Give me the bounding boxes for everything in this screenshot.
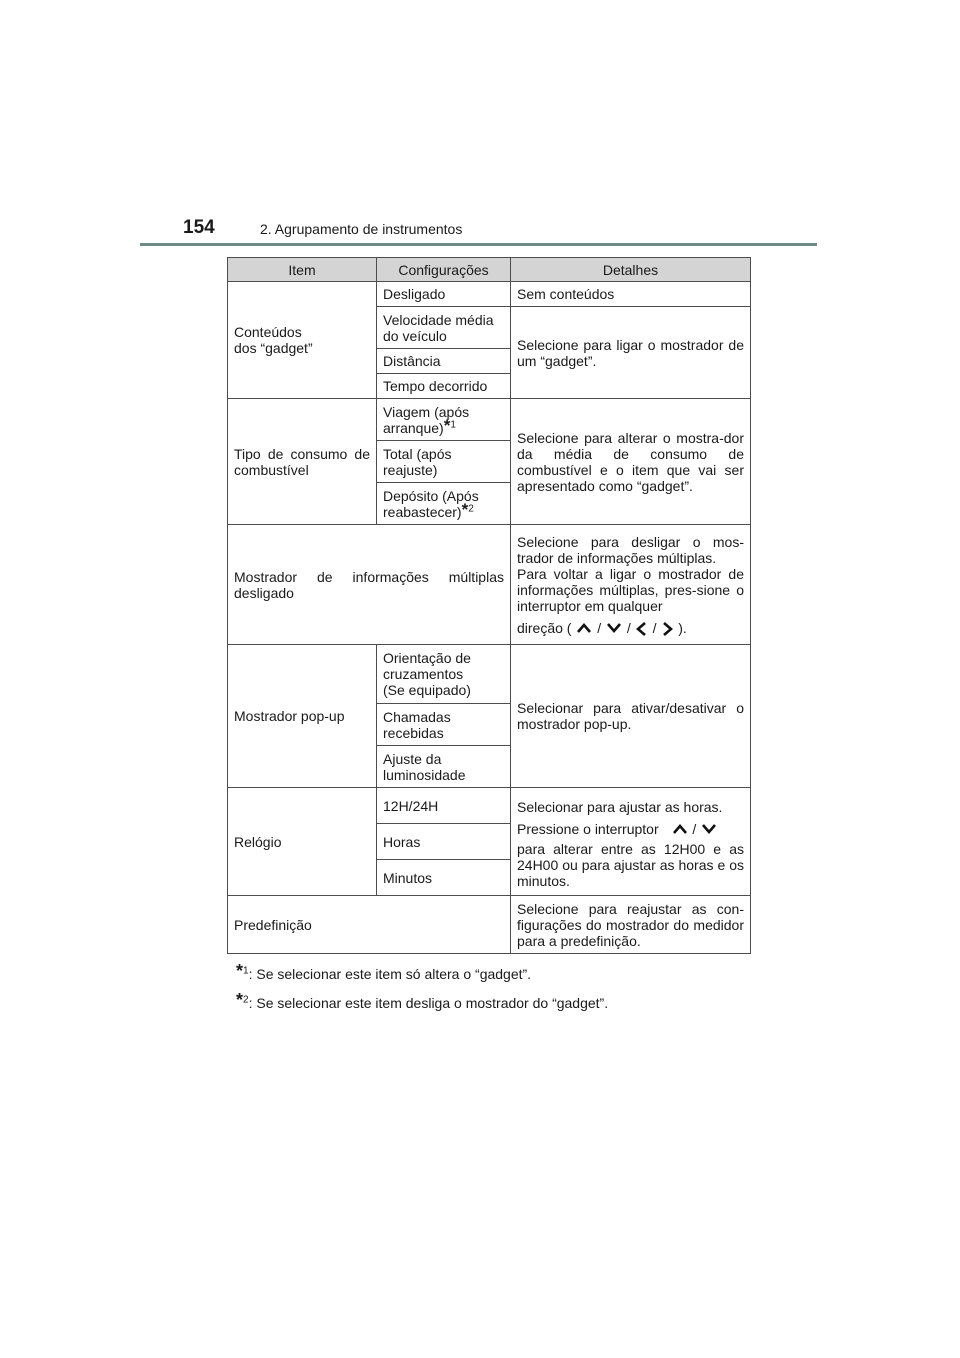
footnote-mark: 2 [243, 994, 249, 1006]
separator: / [626, 619, 631, 636]
footnote-text: : Se selecionar este item desliga o mostrador do “gadget”. [248, 995, 609, 1011]
footnote-mark-2: 2 [468, 502, 474, 514]
chevron-right-icon [660, 621, 674, 635]
footnote-text: : Se selecionar este item só altera o “gadget”. [248, 966, 532, 982]
config-chamadas: Chamadas recebidas [377, 704, 511, 746]
table-row [228, 896, 751, 954]
details-predefinicao: Selecione para reajustar as con-figurações do mostrador do medidor para a predefinição. [511, 896, 751, 954]
chevron-up-icon [575, 621, 593, 635]
footnote-mark: 1 [243, 965, 249, 977]
config-tempo-decorrido: Tempo decorrido [377, 374, 511, 399]
details-tipo-consumo: Selecione para alterar o mostra-dor da média de consumo de combustível e o item que vai ser apresentado como “gadget”. [511, 399, 751, 525]
config-horas: Horas [377, 824, 511, 860]
table-row [228, 788, 751, 824]
table-row [228, 282, 751, 307]
details-sem-conteudos: Sem conteúdos [511, 282, 751, 307]
column-header-item: Item [228, 258, 377, 282]
config-deposito [377, 483, 511, 525]
config-minutos: Minutos [377, 860, 511, 896]
direction-suffix: ). [678, 619, 687, 636]
config-viagem-label: Viagem (após arranque) [383, 403, 470, 436]
details-paragraph: Para voltar a ligar o mostrador de informações múltiplas, pres-sione o interruptor em qualquer [517, 565, 744, 614]
details-paragraph [517, 821, 744, 837]
config-12h-24h: 12H/24H [377, 788, 511, 824]
chevron-up-icon [671, 822, 689, 836]
details-paragraph: Selecione para desligar o mos-trador de informações múltiplas. [517, 533, 744, 566]
details-paragraph: Selecionar para ajustar as horas. [517, 798, 723, 815]
direction-line [517, 620, 744, 636]
footnote-mark-1: 1 [450, 418, 456, 430]
item-gadget: Conteúdos dos “gadget” [228, 282, 377, 399]
chevron-down-icon [700, 822, 718, 836]
details-relogio [511, 788, 751, 896]
table-header-row [228, 258, 751, 282]
separator: / [597, 619, 602, 636]
item-predefinicao: Predefinição [228, 896, 511, 954]
asterisk-icon: * [461, 499, 469, 519]
details-mostrador-desligado [511, 525, 751, 645]
asterisk-icon: * [236, 961, 244, 981]
column-header-configuracoes: Configurações [377, 258, 511, 282]
config-velocidade-media: Velocidade média do veículo [377, 307, 511, 349]
column-header-detalhes: Detalhes [511, 258, 751, 282]
separator: / [692, 820, 697, 837]
details-paragraph: para alterar entre as 12H00 e as 24H00 ou para ajustar as horas e os minutos. [517, 840, 744, 889]
config-desligado: Desligado [377, 282, 511, 307]
item-mostrador-popup: Mostrador pop-up [228, 645, 377, 788]
switch-prefix: Pressione o interruptor [517, 820, 659, 837]
table-row [228, 645, 751, 704]
details-gadget: Selecione para ligar o mostrador de um “gadget”. [511, 307, 751, 399]
config-distancia: Distância [377, 349, 511, 374]
details-popup: Selecionar para ativar/desativar o mostrador pop-up. [511, 645, 751, 788]
separator: / [652, 619, 657, 636]
config-viagem [377, 399, 511, 441]
footnote-1 [236, 961, 532, 982]
item-relogio: Relógio [228, 788, 377, 896]
chevron-down-icon [605, 621, 623, 635]
header-rule [140, 243, 817, 246]
asterisk-icon: * [443, 415, 451, 435]
config-luminosidade: Ajuste da luminosidade [377, 746, 511, 788]
config-orientacao: Orientação de cruzamentos (Se equipado) [377, 645, 511, 704]
config-deposito-label: Depósito (Após reabastecer) [383, 487, 479, 520]
item-mostrador-desligado: Mostrador de informações múltiplas desligado [228, 525, 511, 645]
footnote-2 [236, 990, 609, 1011]
table-row [228, 525, 751, 645]
item-tipo-consumo: Tipo de consumo de combustível [228, 399, 377, 525]
direction-prefix: direção ( [517, 619, 572, 636]
asterisk-icon: * [236, 990, 244, 1010]
page-number: 154 [183, 217, 215, 238]
settings-table [227, 257, 751, 954]
table-row [228, 399, 751, 441]
section-title: 2. Agrupamento de instrumentos [260, 221, 463, 237]
chevron-left-icon [635, 621, 649, 635]
config-total: Total (após reajuste) [377, 441, 511, 483]
